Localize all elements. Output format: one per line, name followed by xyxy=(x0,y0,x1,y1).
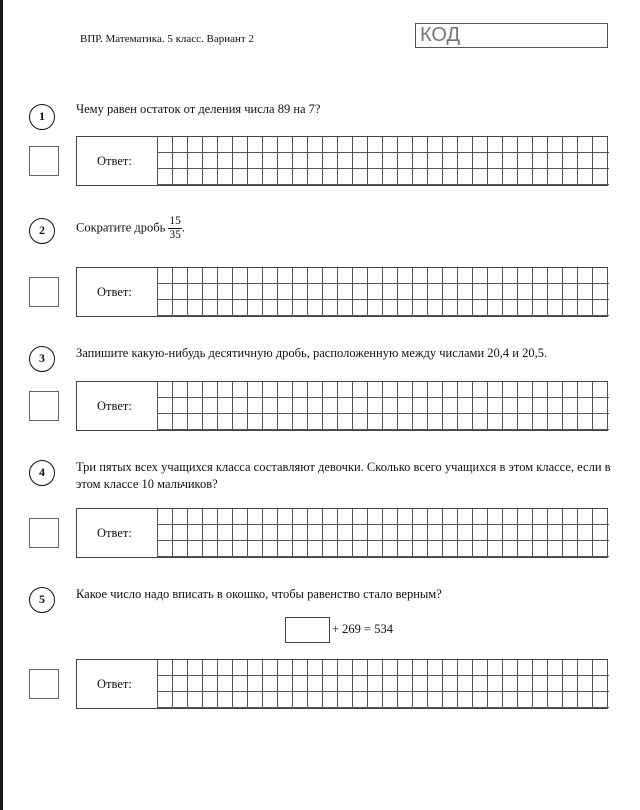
task-question xyxy=(76,215,616,242)
answer-label: Ответ: xyxy=(97,677,132,691)
answer-grid[interactable] xyxy=(157,660,609,708)
task-number-badge: 3 xyxy=(29,346,55,372)
task-number-badge: 4 xyxy=(29,460,55,486)
answer-field[interactable] xyxy=(76,381,608,431)
task-question: Запишите какую-нибудь десятичную дробь, расположенную между числами 20,4 и 20,5. xyxy=(76,346,548,360)
equation xyxy=(285,617,393,643)
equation-blank-box[interactable] xyxy=(285,617,330,643)
answer-label: Ответ: xyxy=(97,285,132,299)
answer-field[interactable] xyxy=(76,508,608,558)
task-question: Какое число надо вписать в окошко, чтобы равенство стало верным? xyxy=(76,587,442,601)
score-box[interactable] xyxy=(29,277,59,307)
answer-grid[interactable] xyxy=(157,137,609,185)
task-number-badge: 1 xyxy=(29,104,55,130)
answer-label: Ответ: xyxy=(97,399,132,413)
score-box[interactable] xyxy=(29,146,59,176)
fraction xyxy=(168,215,182,242)
fraction-numerator: 15 xyxy=(169,215,181,227)
score-box[interactable] xyxy=(29,391,59,421)
task-question-text: Сократите дробь xyxy=(76,220,166,235)
task-question: Чему равен остаток от деления числа 89 на 7? xyxy=(76,102,321,116)
task-number-badge: 5 xyxy=(29,587,55,613)
answer-grid[interactable] xyxy=(157,382,609,430)
fraction-denominator: 35 xyxy=(169,229,181,241)
equation-text: + 269 = 534 xyxy=(332,621,393,636)
answer-field[interactable] xyxy=(76,136,608,186)
score-box[interactable] xyxy=(29,518,59,548)
answer-grid[interactable] xyxy=(157,268,609,316)
page-header: ВПР. Математика. 5 класс. Вариант 2 xyxy=(80,33,254,45)
page-edge xyxy=(0,0,3,810)
task-number-badge: 2 xyxy=(29,218,55,244)
answer-field[interactable] xyxy=(76,267,608,317)
answer-field[interactable] xyxy=(76,659,608,709)
fraction-suffix: . xyxy=(181,220,185,235)
code-field[interactable]: КОД xyxy=(415,23,608,48)
answer-label: Ответ: xyxy=(97,154,132,168)
answer-grid[interactable] xyxy=(157,509,609,557)
answer-label: Ответ: xyxy=(97,526,132,540)
score-box[interactable] xyxy=(29,669,59,699)
task-question: Три пятых всех учащихся класса составляют девочки. Сколько всего учащихся в этом классе, если в этом классе 10 мальчиков? xyxy=(76,460,611,491)
